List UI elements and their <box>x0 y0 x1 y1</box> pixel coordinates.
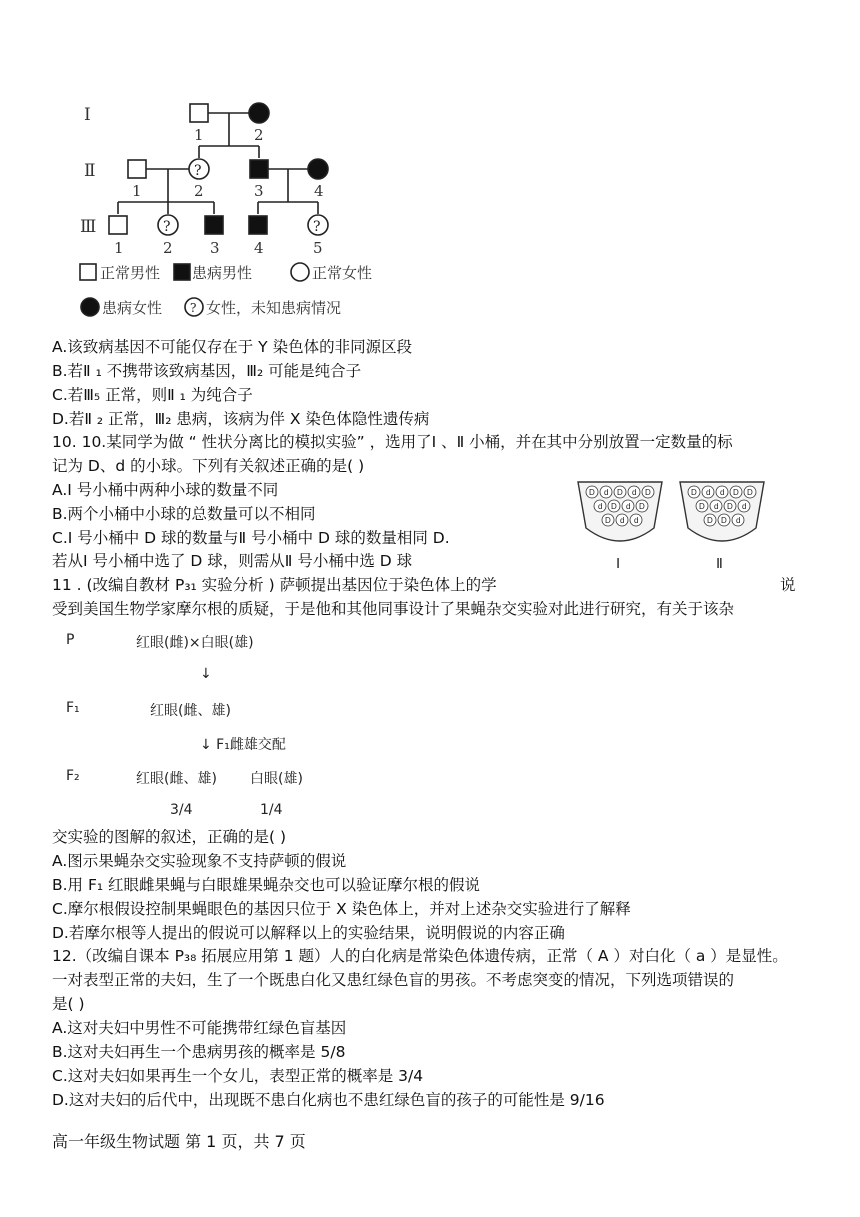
q12-option-a: A.这对夫妇中男性不可能携带红绿色盲基因 <box>52 1019 347 1037</box>
ball-label: D <box>589 488 595 497</box>
ball-label: D <box>691 488 697 497</box>
q11-stem-line1: 11 . (改编自教材 P₃₁ 实验分析 ) 萨顿提出基因位于染色体上的学 <box>52 576 497 594</box>
ball-label: D <box>617 488 623 497</box>
question-mark: ? <box>163 219 171 235</box>
q10-option-a: A.Ⅰ 号小桶中两种小球的数量不同 <box>52 481 279 499</box>
cross-arrow-2: ↓ F₁雌雄交配 <box>200 737 286 753</box>
ball-label: D <box>747 488 753 497</box>
ball-label: d <box>620 516 625 525</box>
individual-III4-affected-male <box>249 216 267 234</box>
individual-II1-normal-male <box>128 160 146 178</box>
q12-stem-line1: 12.（改编自课本 P₃₈ 拓展应用第 1 题）人的白化病是常染色体遗传病，正常（ A ）对白化（ a ）是显性。 <box>52 947 788 965</box>
ball-label: d <box>720 488 725 497</box>
gen-label-1: Ⅰ <box>84 105 91 125</box>
q9-option-b: B.若Ⅱ ₁ 不携带该致病基因，Ⅲ₂ 可能是纯合子 <box>52 362 362 380</box>
legend-affected-female-symbol <box>81 298 99 316</box>
question-mark: ? <box>190 301 197 315</box>
legend-normal-male: 正常男性 <box>100 264 161 282</box>
individual-number: 3 <box>254 182 264 200</box>
individual-number: 2 <box>194 182 204 200</box>
cross-f2-red: 红眼(雌、雄) <box>136 771 217 787</box>
bucket-label-1: Ⅰ <box>616 557 621 572</box>
individual-I1-normal-male <box>190 104 208 122</box>
q9-option-a: A.该致病基因不可能仅存在于 Y 染色体的非同源区段 <box>52 338 413 356</box>
bucket-label-2: Ⅱ <box>716 557 723 572</box>
ball-label: D <box>639 502 645 511</box>
cross-f1-phenotype: 红眼(雌、雄) <box>150 703 231 719</box>
cross-arrow-1: ↓ <box>200 666 212 682</box>
individual-number: 5 <box>313 239 323 257</box>
individual-II3-affected-male <box>250 160 268 178</box>
individual-number: 2 <box>254 126 264 144</box>
q9-option-d: D.若Ⅱ ₂ 正常，Ⅲ₂ 患病，该病为伴 X 染色体隐性遗传病 <box>52 410 430 428</box>
individual-number: 1 <box>194 126 204 144</box>
q12-option-d: D.这对夫妇的后代中，出现既不患白化病也不患红绿色盲的孩子的可能性是 9/16 <box>52 1091 605 1109</box>
q11-stem-line3: 交实验的图解的叙述，正确的是( ) <box>52 828 287 846</box>
q10-option-c: C.Ⅰ 号小桶中 D 球的数量与Ⅱ 号小桶中 D 球的数量相同 D. <box>52 529 450 547</box>
individual-number: 2 <box>163 239 173 257</box>
cross-f2-white: 白眼(雄) <box>250 771 303 787</box>
legend-normal-male-symbol <box>80 264 96 280</box>
page-footer: 高一年级生物试题 第 1 页，共 7 页 <box>52 1132 306 1151</box>
cross-ratio-white: 1/4 <box>260 802 283 818</box>
legend-affected-female: 患病女性 <box>102 299 163 317</box>
cross-p-label: P <box>66 632 75 648</box>
ball-label: D <box>733 488 739 497</box>
ball-label: d <box>626 502 631 511</box>
ball-label: d <box>714 502 719 511</box>
cross-diagram <box>66 628 366 826</box>
ball-label: d <box>632 488 637 497</box>
q12-option-b: B.这对夫妇再生一个患病男孩的概率是 5/8 <box>52 1043 346 1061</box>
cross-f2-label: F₂ <box>66 768 80 784</box>
ball-label: D <box>721 516 727 525</box>
q10-stem-line1: 10. 10.某同学为做 “ 性状分离比的模拟实验” ，选用了Ⅰ 、Ⅱ 小桶，并在其中分别放置一定数量的标 <box>52 433 733 451</box>
q10-stem-line2: 记为 D、d 的小球。下列有关叙述正确的是( ) <box>52 457 365 475</box>
ball-label: d <box>634 516 639 525</box>
q11-option-d: D.若摩尔根等人提出的假说可以解释以上的实验结果，说明假说的内容正确 <box>52 924 565 942</box>
legend-normal-female: 正常女性 <box>312 264 373 282</box>
q11-option-b: B.用 F₁ 红眼雌果蝇与白眼雄果蝇杂交也可以验证摩尔根的假说 <box>52 876 481 894</box>
question-mark: ? <box>313 219 321 235</box>
individual-III3-affected-male <box>205 216 223 234</box>
ball-label: D <box>707 516 713 525</box>
q12-stem-line2: 一对表型正常的夫妇，生了一个既患白化又患红绿色盲的男孩。不考虑突变的情况，下列选项错误的 <box>52 971 735 989</box>
cross-ratio-red: 3/4 <box>170 802 193 818</box>
ball-label: d <box>598 502 603 511</box>
q11-stem-line1-tail: 说 <box>780 576 796 594</box>
ball-label: D <box>727 502 733 511</box>
gen-label-3: Ⅲ <box>80 217 97 237</box>
cross-p-parents: 红眼(雌)×白眼(雄) <box>136 635 254 651</box>
pedigree-diagram <box>70 90 390 330</box>
q11-stem-line2: 受到美国生物学家摩尔根的质疑，于是他和其他同事设计了果蝇杂交实验对此进行研究，有关于该杂 <box>52 600 735 618</box>
ball-label: D <box>605 516 611 525</box>
ball-label: D <box>611 502 617 511</box>
q11-option-c: C.摩尔根假设控制果蝇眼色的基因只位于 X 染色体上，并对上述杂交实验进行了解释 <box>52 900 631 918</box>
buckets-illustration <box>574 476 774 576</box>
individual-II4-affected-female <box>308 159 328 179</box>
individual-III1-normal-male <box>109 216 127 234</box>
legend-unknown-female: 女性，未知患病情况 <box>206 299 342 317</box>
individual-number: 1 <box>114 239 124 257</box>
individual-number: 4 <box>314 182 324 200</box>
q12-option-c: C.这对夫妇如果再生一个女儿，表型正常的概率是 3/4 <box>52 1067 424 1085</box>
legend-normal-female-symbol <box>291 263 309 281</box>
legend-affected-male: 患病男性 <box>192 264 253 282</box>
question-mark: ? <box>194 163 202 179</box>
q10-option-d: 若从Ⅰ 号小桶中选了 D 球，则需从Ⅱ 号小桶中选 D 球 <box>52 552 413 570</box>
cross-f1-label: F₁ <box>66 700 80 716</box>
q12-stem-line3: 是( ) <box>52 995 85 1013</box>
ball-label: d <box>736 516 741 525</box>
ball-label: d <box>604 488 609 497</box>
q10-option-b: B.两个小桶中小球的总数量可以不相同 <box>52 505 316 523</box>
ball-label: d <box>742 502 747 511</box>
individual-number: 1 <box>132 182 142 200</box>
ball-label: D <box>699 502 705 511</box>
q9-option-c: C.若Ⅲ₅ 正常，则Ⅱ ₁ 为纯合子 <box>52 386 253 404</box>
ball-label: D <box>645 488 651 497</box>
ball-label: d <box>706 488 711 497</box>
individual-number: 3 <box>210 239 220 257</box>
q11-option-a: A.图示果蝇杂交实验现象不支持萨顿的假说 <box>52 852 347 870</box>
individual-number: 4 <box>254 239 264 257</box>
legend-affected-male-symbol <box>174 264 190 280</box>
individual-I2-affected-female <box>249 103 269 123</box>
gen-label-2: Ⅱ <box>84 161 96 181</box>
